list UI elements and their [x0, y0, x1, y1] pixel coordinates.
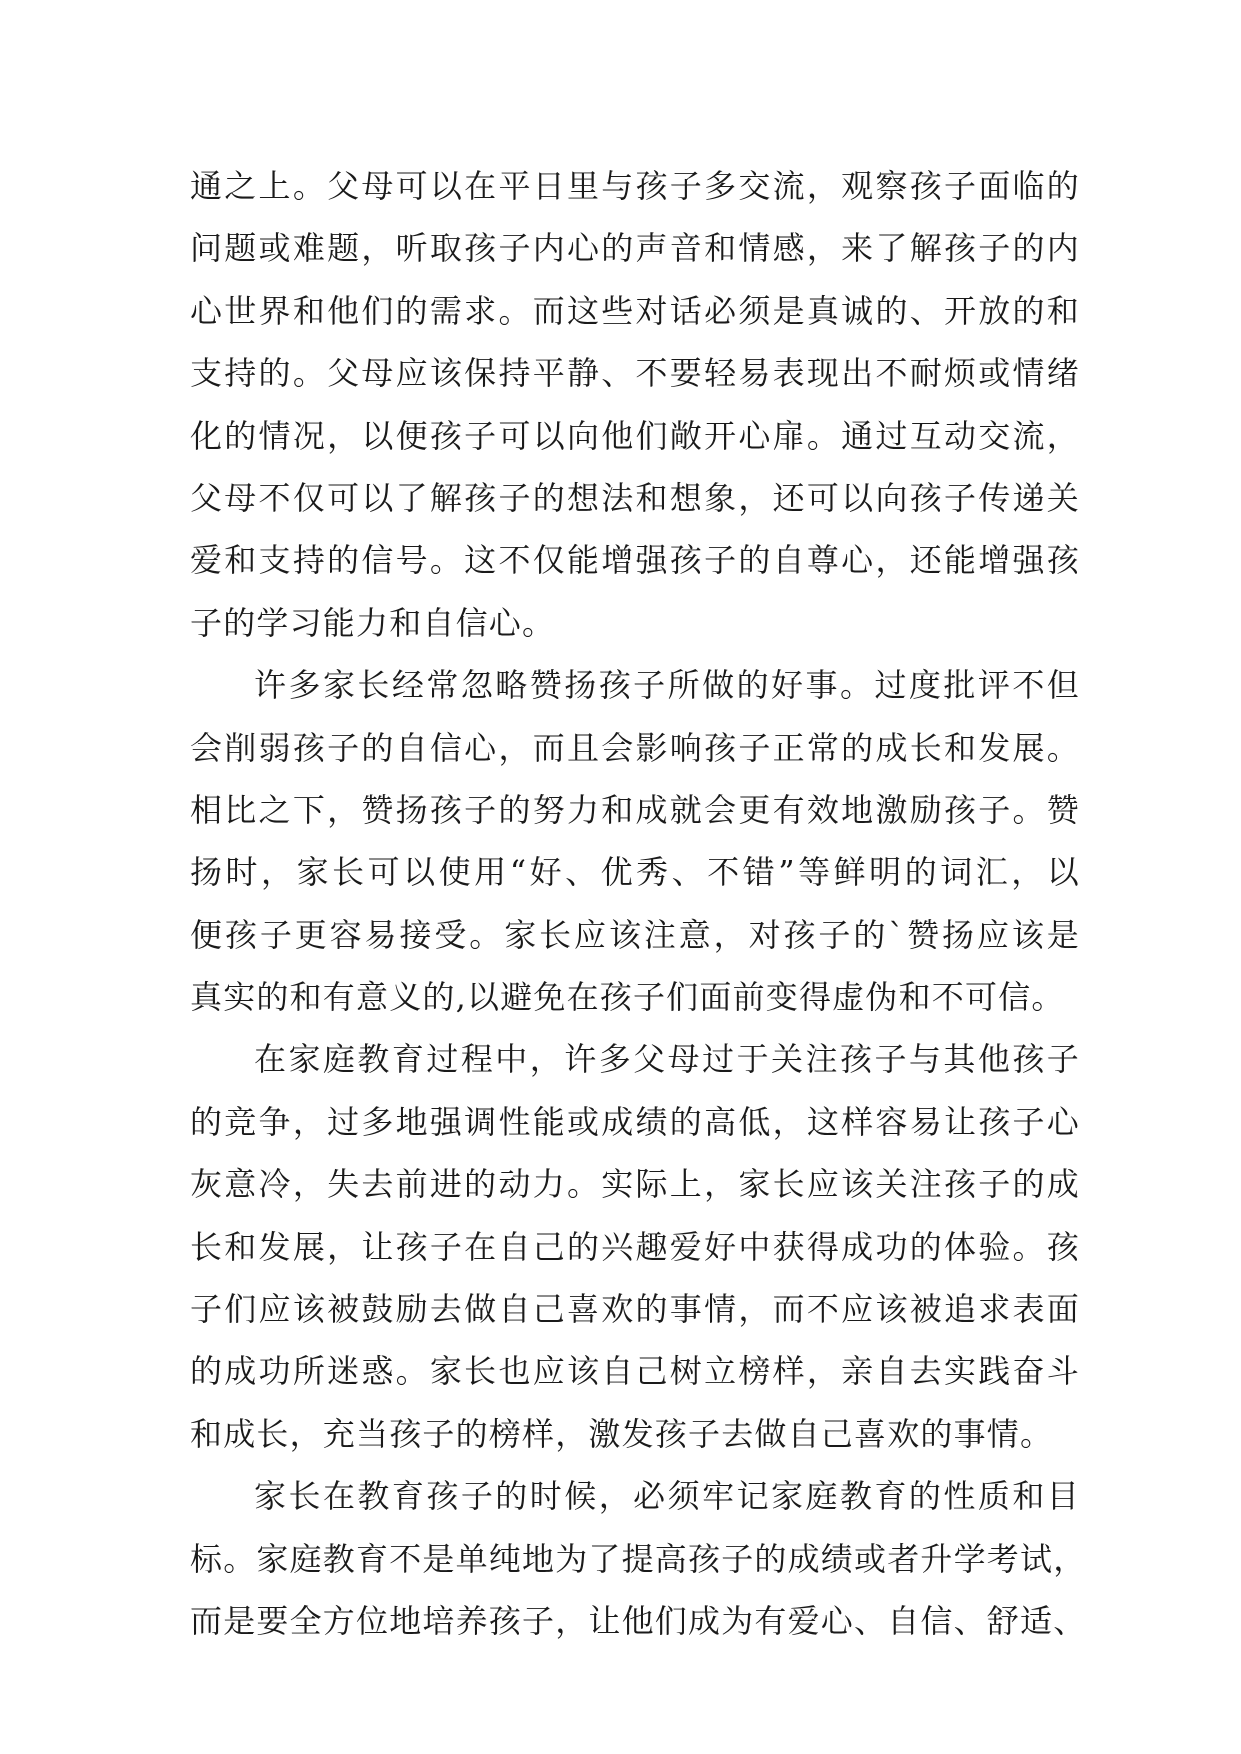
text-line: 扬时，家长可以使用“好、优秀、不错”等鲜明的词汇，以 — [190, 853, 1080, 892]
text-line: 子们应该被鼓励去做自己喜欢的事情，而不应该被追求表面 — [190, 1290, 1080, 1329]
paragraph-first-line: 在家庭教育过程中，许多父母过于关注孩子与其他孩子 — [254, 1040, 1080, 1079]
text-line: 的成功所迷惑。家长也应该自己树立榜样，亲自去实践奋斗 — [190, 1352, 1080, 1391]
text-line: 便孩子更容易接受。家长应该注意，对孩子的`赞扬应该是 — [190, 915, 1080, 954]
text-line: 会削弱孩子的自信心，而且会影响孩子正常的成长和发展。 — [190, 728, 1080, 767]
text-line: 子的学习能力和自信心。 — [190, 603, 556, 642]
text-line: 和成长，充当孩子的榜样，激发孩子去做自己喜欢的事情。 — [190, 1414, 1054, 1453]
body-text — [190, 155, 1087, 1652]
text-line: 真实的和有意义的,以避免在孩子们面前变得虚伪和不可信。 — [190, 978, 1065, 1017]
text-line: 父母不仅可以了解孩子的想法和想象，还可以向孩子传递关 — [190, 478, 1080, 517]
text-line: 心世界和他们的需求。而这些对话必须是真诚的、开放的和 — [190, 291, 1080, 330]
text-line: 灰意冷，失去前进的动力。实际上，家长应该关注孩子的成 — [190, 1165, 1080, 1204]
text-line: 的竞争，过多地强调性能或成绩的高低，这样容易让孩子心 — [190, 1102, 1080, 1141]
text-line: 问题或难题，听取孩子内心的声音和情感，来了解孩子的内 — [190, 229, 1080, 268]
text-line: 相比之下，赞扬孩子的努力和成就会更有效地激励孩子。赞 — [190, 790, 1080, 829]
paragraph-first-line: 许多家长经常忽略赞扬孩子所做的好事。过度批评不但 — [254, 666, 1080, 705]
text-line: 而是要全方位地培养孩子，让他们成为有爱心、自信、舒适、 — [190, 1601, 1087, 1640]
text-line: 标。家庭教育不是单纯地为了提高孩子的成绩或者升学考试， — [190, 1539, 1087, 1578]
paragraph-first-line: 家长在教育孩子的时候，必须牢记家庭教育的性质和目 — [254, 1477, 1080, 1516]
text-line: 支持的。父母应该保持平静、不要轻易表现出不耐烦或情绪 — [190, 354, 1080, 393]
text-line: 爱和支持的信号。这不仅能增强孩子的自尊心，还能增强孩 — [190, 541, 1080, 580]
text-line: 长和发展，让孩子在自己的兴趣爱好中获得成功的体验。孩 — [190, 1227, 1080, 1266]
text-line: 通之上。父母可以在平日里与孩子多交流，观察孩子面临的 — [190, 167, 1080, 205]
text-line: 化的情况，以便孩子可以向他们敞开心扉。通过互动交流， — [190, 416, 1080, 455]
